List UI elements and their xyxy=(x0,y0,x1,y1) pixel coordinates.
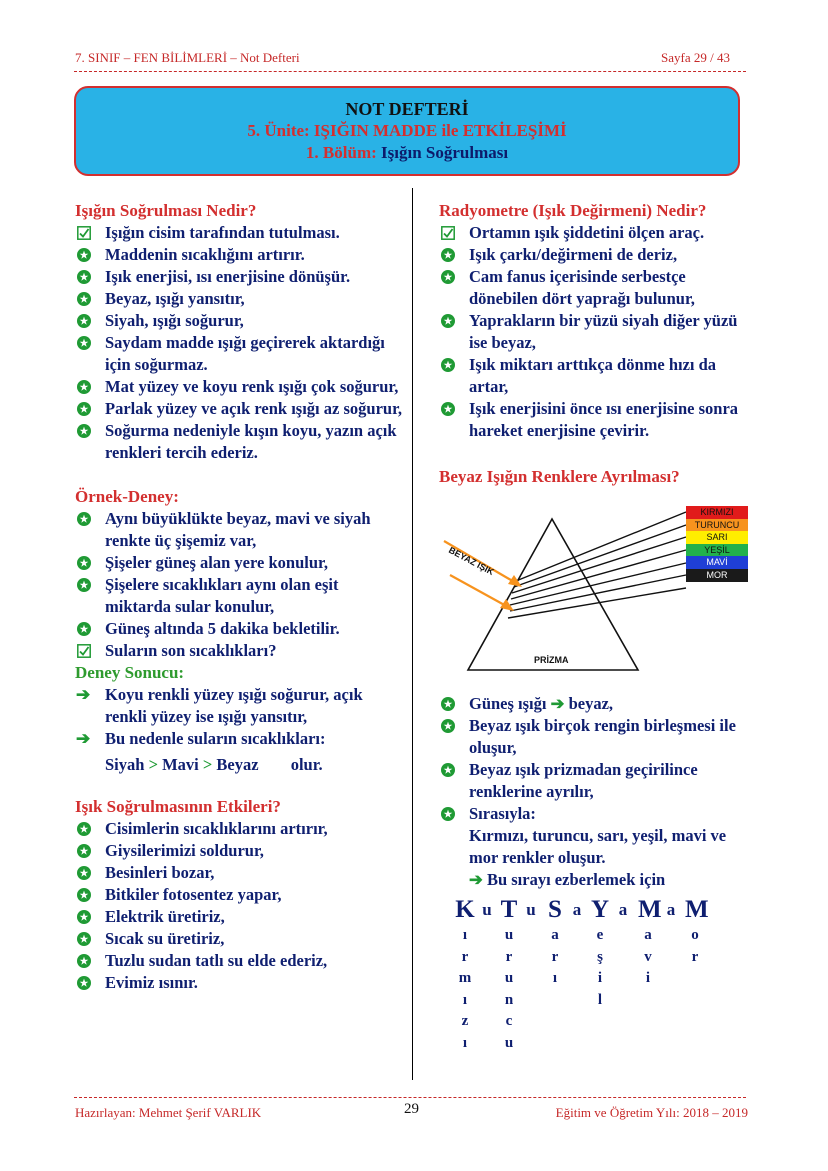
left-column xyxy=(75,200,405,994)
star-bullet-icon xyxy=(441,358,455,372)
spectrum-band: MOR xyxy=(686,569,748,582)
spectrum-band: YEŞİL xyxy=(686,544,748,557)
section-title-dispersion: Beyaz Işığın Renklere Ayrılması? xyxy=(439,467,680,486)
star-bullet-icon xyxy=(77,578,91,592)
mnemonic-column: a xyxy=(572,900,582,919)
list-item: Şişelere sıcaklıkları aynı olan eşit miktarda sular konulur, xyxy=(75,574,405,618)
star-bullet-icon xyxy=(77,402,91,416)
mnemonic-column: u xyxy=(482,900,492,919)
star-bullet-icon xyxy=(441,697,455,711)
banner-section xyxy=(76,142,738,164)
section-title-absorption: Işığın Soğrulması Nedir? xyxy=(75,201,257,220)
checkbox-icon xyxy=(441,226,455,240)
list-item: Tuzlu sudan tatlı su elde ederiz, xyxy=(75,950,405,972)
list-item: ➔ Koyu renkli yüzey ışığı soğurur, açık renkli yüzey ise ışığı yansıtır, xyxy=(76,685,363,726)
star-bullet-icon xyxy=(77,822,91,836)
list-item: Saydam madde ışığı geçirerek aktardığı için soğurmaz. xyxy=(75,332,405,376)
star-bullet-icon xyxy=(77,556,91,570)
star-bullet-icon xyxy=(77,866,91,880)
prism-label: PRİZMA xyxy=(534,655,569,665)
list-item: Soğurma nedeniyle kışın koyu, yazın açık renkleri tercih ederiz. xyxy=(75,420,405,464)
list-item: Besinleri bozar, xyxy=(75,862,405,884)
spectrum-band: SARI xyxy=(686,531,748,544)
list-item: Güneş altında 5 dakika bekletilir. xyxy=(75,618,405,640)
list-item: Beyaz ışık birçok rengin birleşmesi ile oluşur, xyxy=(439,715,749,759)
star-bullet-icon xyxy=(77,932,91,946)
banner-section-text: Işığın Soğrulması xyxy=(381,143,509,162)
list-item: Beyaz ışık prizmadan geçirilince renklerine ayrılır, xyxy=(439,759,749,803)
list-item: Işık enerjisini önce ısı enerjisine sonra hareket enerjisine çevirir. xyxy=(439,398,749,442)
star-bullet-icon xyxy=(441,314,455,328)
list-item: Bitkiler fotosentez yapar, xyxy=(75,884,405,906)
list-item: Sıcak su üretiriz, xyxy=(75,928,405,950)
column-divider xyxy=(412,188,413,1080)
mnemonic-column: M o r xyxy=(685,896,709,965)
prism-diagram xyxy=(440,505,690,675)
list-item: Işık miktarı arttıkça dönme hızı da artar, xyxy=(439,354,749,398)
list-item: Yaprakların bir yüzü siyah diğer yüzü ise beyaz, xyxy=(439,310,749,354)
header-title: 7. SINIF – FEN BİLİMLERİ – Not Defteri xyxy=(75,50,300,65)
star-bullet-icon xyxy=(77,622,91,636)
spectrum-band: TURUNCU xyxy=(686,519,748,532)
star-bullet-icon xyxy=(77,910,91,924)
list-item: Aynı büyüklükte beyaz, mavi ve siyah renkte üç şişemiz var, xyxy=(75,508,405,552)
arrow-right-icon: ➔ xyxy=(469,870,483,889)
mnemonic-intro: ➔ Bu sırayı ezberlemek için xyxy=(469,870,666,889)
mnemonic-column: a xyxy=(618,900,628,919)
mnemonic-column: M a v i xyxy=(638,896,662,986)
arrow-right-icon: ➔ xyxy=(76,685,91,704)
banner-title: NOT DEFTERİ xyxy=(345,99,469,119)
list-item: Cam fanus içerisinde serbestçe dönebilen dört yaprağı bulunur, xyxy=(439,266,749,310)
list-item: Parlak yüzey ve açık renk ışığı az soğurur, xyxy=(75,398,405,420)
list-item: Işığın cisim tarafından tutulması. xyxy=(75,222,405,244)
star-bullet-icon xyxy=(77,888,91,902)
arrow-right-icon: ➔ xyxy=(76,729,91,748)
mnemonic-column: K ı r m ı z ı xyxy=(455,896,475,1051)
star-bullet-icon xyxy=(77,954,91,968)
right-column xyxy=(439,200,749,488)
white-light-ray xyxy=(450,575,508,607)
star-bullet-icon xyxy=(441,719,455,733)
star-bullet-icon xyxy=(77,270,91,284)
sequence-text: Kırmızı, turuncu, sarı, yeşil, mavi ve mor renkler oluşur. xyxy=(469,826,727,867)
star-bullet-icon xyxy=(77,380,91,394)
star-bullet-icon xyxy=(77,314,91,328)
star-bullet-icon xyxy=(441,807,455,821)
list-item: Güneş ışığı ➔ beyaz, xyxy=(439,693,749,715)
header-divider xyxy=(74,71,746,72)
section-title-radiometer: Radyometre (Işık Değirmeni) Nedir? xyxy=(439,201,707,220)
star-bullet-icon xyxy=(441,248,455,262)
beam-label: BEYAZ IŞIK xyxy=(447,544,496,578)
spectrum-band: MAVİ xyxy=(686,556,748,569)
star-bullet-icon xyxy=(77,248,91,262)
star-bullet-icon xyxy=(77,292,91,306)
list-item: Suların son sıcaklıkları? xyxy=(75,640,405,662)
arrow-right-icon: ➔ xyxy=(550,694,565,713)
experiment-result-title: Deney Sonucu: xyxy=(75,663,185,682)
star-bullet-icon xyxy=(441,402,455,416)
list-item: Mat yüzey ve koyu renk ışığı çok soğurur, xyxy=(75,376,405,398)
list-item: ➔ Bu nedenle suların sıcaklıkları: xyxy=(76,729,326,748)
banner-section-label: 1. Bölüm: xyxy=(305,143,377,162)
star-bullet-icon xyxy=(77,424,91,438)
footer-school-year: Eğitim ve Öğretim Yılı: 2018 – 2019 xyxy=(555,1105,748,1120)
banner-unit: 5. Ünite: IŞIĞIN MADDE ile ETKİLEŞİMİ xyxy=(247,121,567,140)
list-item: Maddenin sıcaklığını artırır. xyxy=(75,244,405,266)
footer-divider xyxy=(74,1097,746,1098)
section-title-experiment: Örnek-Deney: xyxy=(75,487,179,506)
star-bullet-icon xyxy=(77,844,91,858)
title-banner xyxy=(74,86,740,176)
list-item: Işık çarkı/değirmeni de deriz, xyxy=(439,244,749,266)
order-line: Siyah > Mavi > Beyaz olur. xyxy=(105,755,323,774)
mnemonic-column: T u r u n c u xyxy=(500,896,518,1051)
header-page-count: Sayfa 29 / 43 xyxy=(661,50,730,65)
color-spectrum xyxy=(686,506,748,582)
footer-author: Hazırlayan: Mehmet Şerif VARLIK xyxy=(75,1105,262,1120)
list-item: Evimiz ısınır. xyxy=(75,972,405,994)
right-column-lower xyxy=(439,693,749,891)
star-bullet-icon xyxy=(77,512,91,526)
mnemonic-column: S a r ı xyxy=(548,896,562,986)
list-item: Beyaz, ışığı yansıtır, xyxy=(75,288,405,310)
list-item: Giysilerimizi soldurur, xyxy=(75,840,405,862)
checkbox-icon xyxy=(77,226,91,240)
checkbox-icon xyxy=(77,644,91,658)
list-item: Elektrik üretiriz, xyxy=(75,906,405,928)
list-item: Siyah, ışığı soğurur, xyxy=(75,310,405,332)
list-item: Işık enerjisi, ısı enerjisine dönüşür. xyxy=(75,266,405,288)
mnemonic-column: Y e ş i l xyxy=(590,896,610,1008)
list-item: Sırasıyla: xyxy=(439,803,749,825)
mnemonic-column: a xyxy=(666,900,676,919)
star-bullet-icon xyxy=(441,763,455,777)
star-bullet-icon xyxy=(77,336,91,350)
star-bullet-icon xyxy=(77,976,91,990)
spectrum-band: KIRMIZI xyxy=(686,506,748,519)
section-title-effects: Işık Soğrulmasının Etkileri? xyxy=(75,797,281,816)
list-item: Şişeler güneş alan yere konulur, xyxy=(75,552,405,574)
list-item: Cisimlerin sıcaklıklarını artırır, xyxy=(75,818,405,840)
mnemonic-column: u xyxy=(526,900,536,919)
star-bullet-icon xyxy=(441,270,455,284)
footer-page-number: 29 xyxy=(404,1101,419,1117)
list-item: Ortamın ışık şiddetini ölçen araç. xyxy=(439,222,749,244)
